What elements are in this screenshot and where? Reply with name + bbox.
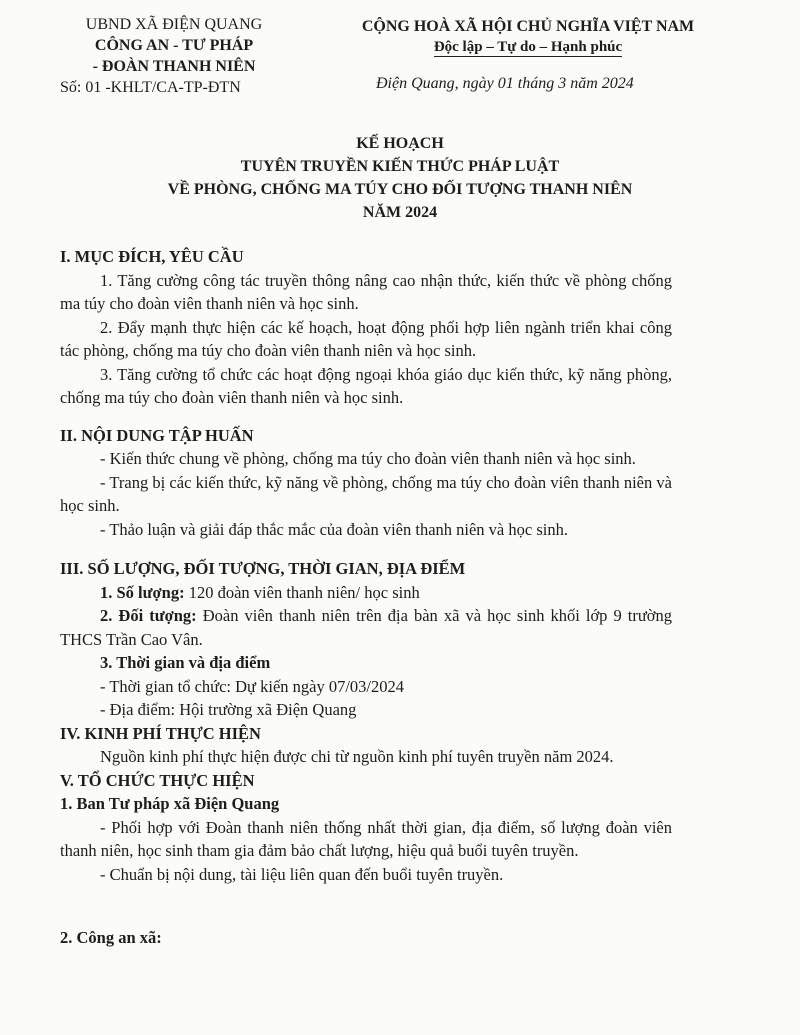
issuing-agency-block (58, 14, 290, 98)
section-5-heading: V. TỔ CHỨC THỰC HIỆN (60, 770, 255, 790)
section-2-item: - Trang bị các kiến thức, kỹ năng về phòng, chống ma túy cho đoàn viên thanh niên và học sinh. (60, 472, 672, 515)
section-1-item: 1. Tăng cường công tác truyền thông nâng cao nhận thức, kiến thức về phòng chống ma túy cho đoàn viên thanh niên và học sinh. (60, 270, 672, 313)
agency-line-2: CÔNG AN - TƯ PHÁP (94, 37, 254, 54)
section-2-heading: II. NỘI DUNG TẬP HUẤN (60, 425, 254, 445)
title-line-4: NĂM 2024 (362, 204, 438, 221)
document-body (60, 245, 672, 950)
quantity-label: 1. Số lượng: (100, 582, 185, 602)
target-label: 2. Đối tượng: (100, 606, 197, 625)
national-motto: Độc lập – Tự do – Hạnh phúc (433, 39, 623, 55)
funding-text: Nguồn kinh phí thực hiện được chi từ nguồn kinh phí tuyên truyền năm 2024. (100, 747, 614, 766)
justice-board-task: - Chuẩn bị nội dung, tài liệu liên quan đến buổi tuyên truyền. (100, 864, 504, 884)
time-place-label: 3. Thời gian và địa điểm (100, 653, 271, 672)
police-heading: 2. Công an xã: (60, 928, 162, 947)
document-number: Số: 01 -KHLT/CA-TP-ĐTN (60, 79, 241, 96)
title-line-2: TUYÊN TRUYỀN KIẾN THỨC PHÁP LUẬT (240, 158, 560, 175)
justice-board-heading: 1. Ban Tư pháp xã Điện Quang (60, 794, 280, 813)
agency-line-3: - ĐOÀN THANH NIÊN (92, 58, 256, 75)
section-2-item: - Thảo luận và giải đáp thắc mắc của đoàn viên thanh niên và học sinh. (100, 519, 568, 539)
title-line-1: KẾ HOẠCH (356, 135, 444, 152)
justice-board-task: - Phối hợp với Đoàn thanh niên thống nhất thời gian, địa điểm, số lượng đoàn viên thanh niên, học sinh tham gia đảm bảo chất lượng, hiệu quả buổi tuyên truyền. (60, 817, 672, 860)
place-line: - Địa điểm: Hội trường xã Điện Quang (100, 700, 357, 719)
quantity-value: 120 đoàn viên thanh niên/ học sinh (184, 582, 420, 602)
section-1-item: 3. Tăng cường tổ chức các hoạt động ngoại khóa giáo dục kiến thức, kỹ năng phòng, chống ma túy cho đoàn viên thanh niên và học sinh. (60, 364, 672, 407)
section-3-heading: III. SỐ LƯỢNG, ĐỐI TƯỢNG, THỜI GIAN, ĐỊA ĐIỂM (60, 559, 466, 578)
section-1-heading: I. MỤC ĐÍCH, YÊU CẦU (60, 247, 244, 266)
title-line-3: VỀ PHÒNG, CHỐNG MA TÚY CHO ĐỐI TƯỢNG THANH NIÊN (167, 181, 633, 198)
national-heading-block (318, 16, 738, 58)
time-line: - Thời gian tổ chức: Dự kiến ngày 07/03/2024 (100, 676, 405, 696)
dateline: Điện Quang, ngày 01 tháng 3 năm 2024 (376, 75, 634, 92)
section-1-item: 2. Đẩy mạnh thực hiện các kế hoạch, hoạt động phối hợp liên ngành triển khai công tác phòng, chống ma túy cho đoàn viên thanh niên và học sinh. (60, 317, 672, 360)
document-title (60, 132, 740, 224)
section-4-heading: IV. KINH PHÍ THỰC HIỆN (60, 723, 261, 743)
target-value: Đoàn viên thanh niên trên địa bàn xã và học sinh khối lớp 9 trường THCS Trần Cao Vân. (60, 606, 672, 649)
section-2-item: - Kiến thức chung về phòng, chống ma túy cho đoàn viên thanh niên và học sinh. (100, 449, 636, 468)
nation-name: CỘNG HOÀ XÃ HỘI CHỦ NGHĨA VIỆT NAM (361, 18, 695, 35)
agency-line-1: UBND XÃ ĐIỆN QUANG (85, 16, 263, 33)
quantity-paragraph (60, 581, 672, 605)
target-paragraph (60, 604, 672, 651)
